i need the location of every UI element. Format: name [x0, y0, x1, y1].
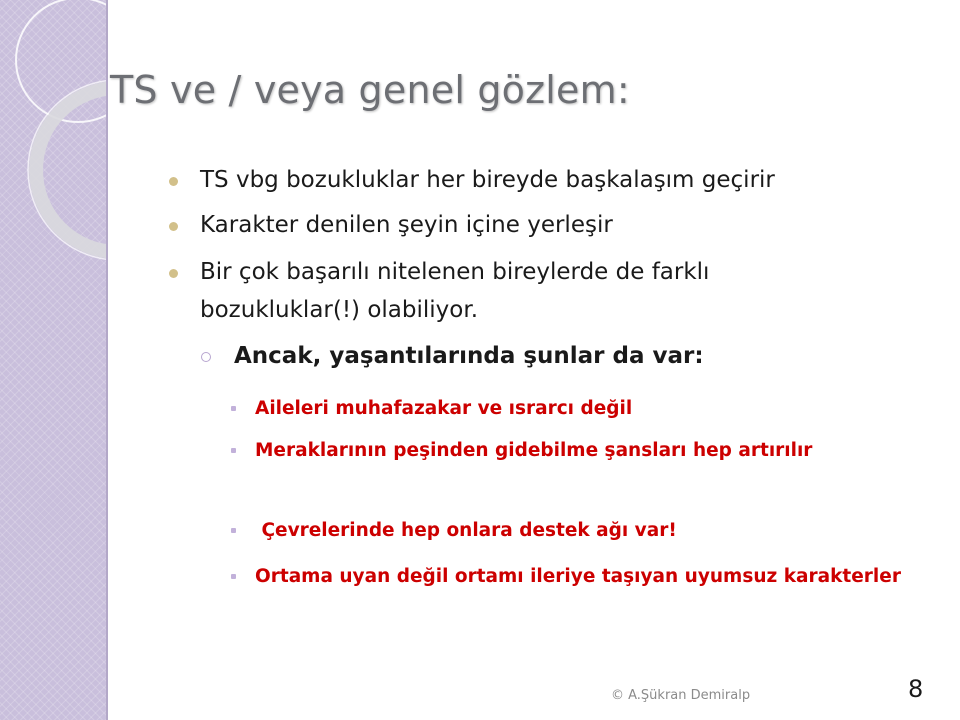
- sub-bullet-text: Ancak, yaşantılarında şunlar da var:: [234, 343, 704, 369]
- decorative-circles: [0, 0, 106, 300]
- slide-title: TS ve / veya genel gözlem:: [110, 68, 630, 112]
- bullet-dot: [169, 177, 178, 186]
- sub-sub-bullet-item: [255, 432, 855, 469]
- sub-sub-bullet-text: Çevrelerinde hep onlara destek ağı var!: [255, 520, 677, 541]
- bullet-dot: [169, 222, 178, 231]
- bullet-dot: [169, 269, 178, 278]
- decorative-ring-middle: [36, 88, 106, 252]
- sub-sub-bullet-text: Aileleri muhafazakar ve ısrarcı değil: [255, 398, 633, 419]
- decorative-ring-top: [16, 0, 106, 122]
- small-bullet-icon: [231, 406, 236, 411]
- small-bullet-icon: [231, 448, 236, 453]
- sidebar-decoration: [0, 0, 106, 720]
- sub-sub-bullet-text: Meraklarının peşinden gidebilme şansları hep artırılır: [255, 440, 813, 461]
- page-number: 8: [908, 675, 924, 703]
- bullet-item: [200, 253, 820, 329]
- bullet-text: TS vbg bozukluklar her bireyde başkalaşım geçirir: [200, 167, 775, 193]
- small-bullet-icon: [231, 574, 236, 579]
- bullet-text: Bir çok başarılı nitelenen bireylerde de farklı bozukluklar(!) olabiliyor.: [200, 259, 710, 323]
- small-bullet-icon: [231, 528, 236, 533]
- decorative-ring-middle-outline: [28, 80, 106, 260]
- sub-sub-bullet-item: [255, 512, 895, 549]
- bullet-item: [200, 161, 900, 199]
- sidebar-edge: [106, 0, 108, 720]
- bullet-item: [200, 206, 900, 244]
- sub-sub-bullet-text: Ortama uyan değil ortamı ileriye taşıyan uyumsuz karakterler: [255, 566, 901, 587]
- ring-bullet-icon: [201, 352, 211, 362]
- sub-sub-bullet-item: [255, 558, 915, 595]
- bullet-text: Karakter denilen şeyin içine yerleşir: [200, 212, 613, 238]
- sub-bullet-item: [234, 343, 704, 369]
- footer-credit: © A.Şükran Demiralp: [611, 688, 751, 703]
- sub-sub-bullet-item: [255, 390, 895, 427]
